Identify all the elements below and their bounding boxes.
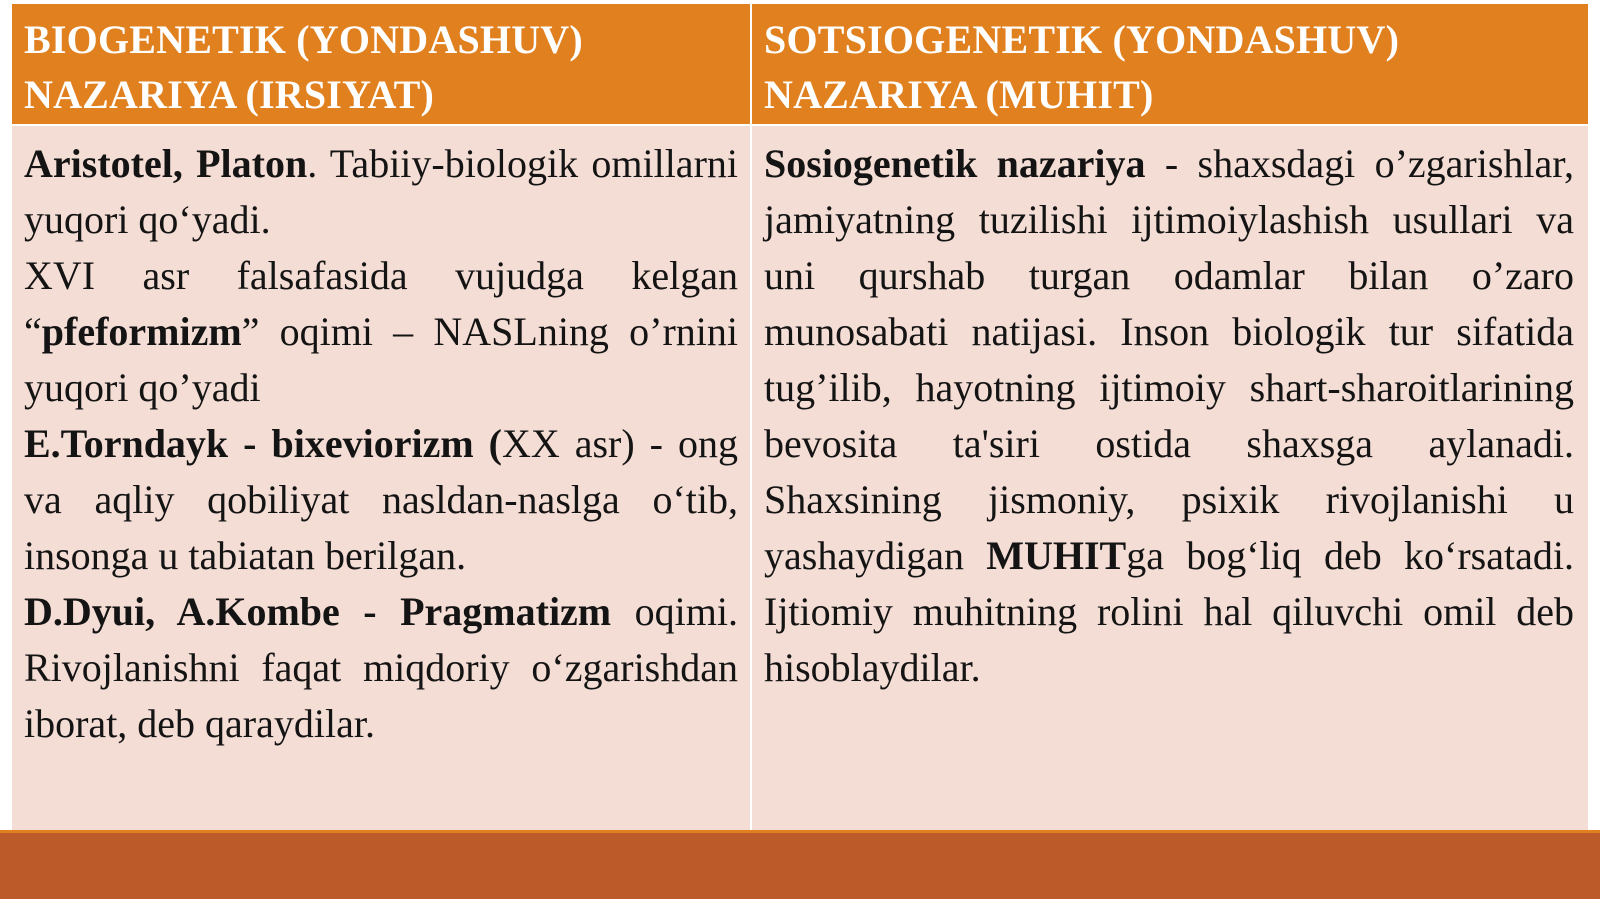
left-header: BIOGENETIK (YONDASHUV) NAZARIYA (IRSIYAT) bbox=[12, 4, 750, 124]
right-p1-bold-2: MUHIT bbox=[986, 533, 1127, 578]
left-p4-text: oqimi. Rivojlanishni faqat miqdoriy o‘zgarishdan iborat, deb qaraydilar. bbox=[24, 589, 738, 746]
right-p1-text-2: ga bog‘liq deb ko‘rsatadi. Ijtiomiy muhitning rolini hal qiluvchi omil deb hisoblaydilar. bbox=[764, 533, 1574, 690]
right-cell bbox=[752, 126, 1588, 834]
footer-band bbox=[0, 833, 1600, 899]
right-p1-bold: Sosiogenetik nazariya bbox=[764, 141, 1146, 186]
right-paragraph-1 bbox=[764, 136, 1574, 696]
left-paragraph-3 bbox=[24, 416, 738, 584]
left-p1-bold: Aristotel, Platon bbox=[24, 141, 308, 186]
left-cell bbox=[12, 126, 750, 834]
right-header: SOTSIOGENETIK (YONDASHUV) NAZARIYA (MUHIT) bbox=[752, 4, 1588, 124]
left-p3-bold: E.Torndayk - bixeviorizm ( bbox=[24, 421, 502, 466]
left-p2-bold: pfeformizm bbox=[41, 309, 242, 354]
left-p2-text-a: XVI asr falsafasida vujudga kelgan “ bbox=[24, 253, 738, 354]
left-p1-text: . Tabiiy-biologik omillarni yuqori qo‘yadi. bbox=[24, 141, 738, 242]
left-paragraph-1 bbox=[24, 136, 738, 248]
left-p4-bold: D.Dyui, A.Kombe - Pragmatizm bbox=[24, 589, 612, 634]
left-p2-text-b: ” oqimi – NASLning o’rnini yuqori qo’yadi bbox=[24, 309, 738, 410]
right-p1-text: - shaxsdagi o’zgarishlar, jamiyatning tuzilishi ijtimoiylashish usullari va uni qurshab turgan odamlar bilan o’zaro munosabati natijasi. Inson biologik tur sifatida tug’ilib, hayotning ijtimoiy shart-sharoitlarining bevosita ta'siri ostida shaxsga aylanadi. Shaxsining jismoniy, psixik rivojlanishi u yashaydigan bbox=[764, 141, 1574, 578]
left-paragraph-4 bbox=[24, 584, 738, 752]
comparison-table bbox=[12, 4, 1586, 832]
left-p3-text: XX asr) - ong va aqliy qobiliyat nasldan-naslga o‘tib, insonga u tabiatan berilgan. bbox=[24, 421, 738, 578]
left-paragraph-2 bbox=[24, 248, 738, 416]
